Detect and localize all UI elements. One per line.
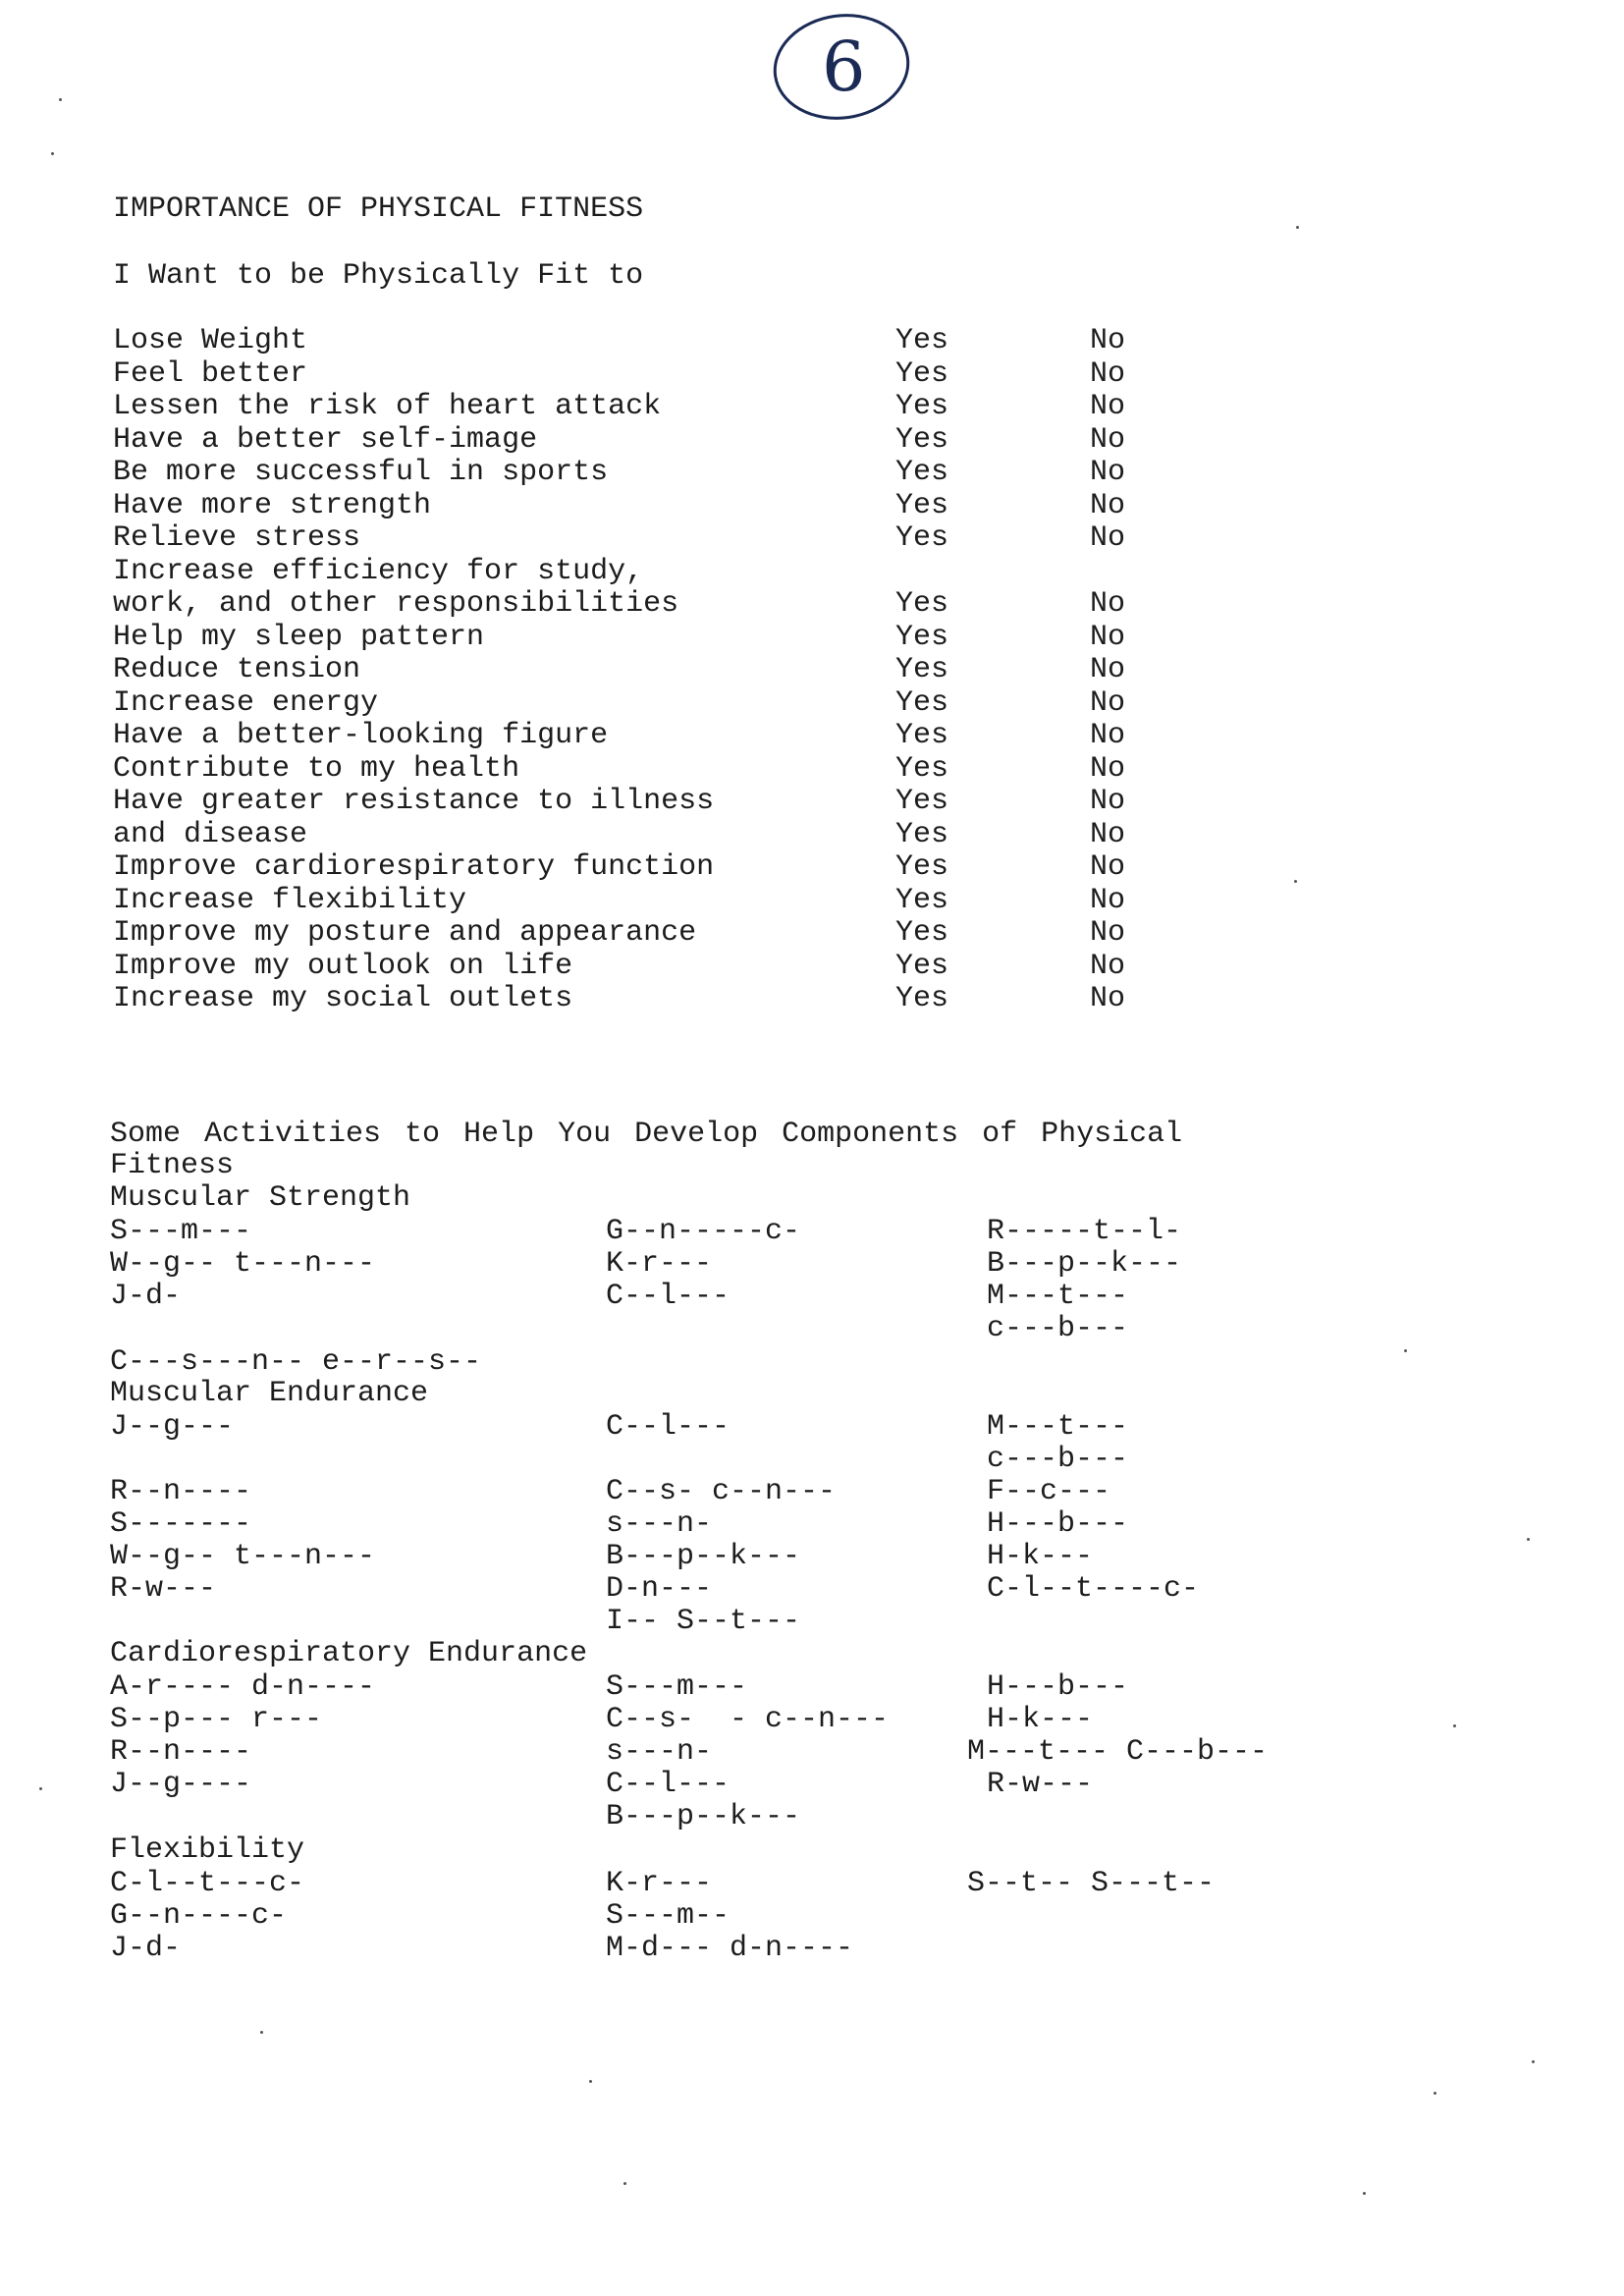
reason-text: Improve my posture and appearance	[113, 916, 697, 950]
yes-option: Yes	[895, 982, 949, 1015]
section-title-flexibility: Flexibility	[110, 1833, 305, 1867]
yes-option: Yes	[895, 489, 949, 522]
activities-heading: Some Activities to Help You Develop Components of Physical	[110, 1118, 1183, 1151]
yes-option: Yes	[895, 357, 949, 391]
yes-option: Yes	[895, 587, 949, 621]
section-title-cardio: Cardiorespiratory Endurance	[110, 1637, 588, 1670]
activity-item: R--n----	[110, 1735, 252, 1769]
no-option: No	[1090, 521, 1126, 555]
reason-text: Have greater resistance to illness	[113, 785, 715, 818]
activity-item: J--g----	[110, 1768, 252, 1801]
activity-item: J-d-	[110, 1280, 182, 1313]
activity-item: M-d--- d-n----	[606, 1932, 854, 1965]
reason-text: Relieve stress	[113, 521, 361, 555]
activity-item: M---t---	[987, 1280, 1129, 1313]
activity-item: W--g-- t---n---	[110, 1247, 376, 1281]
no-option: No	[1090, 950, 1126, 983]
page-number-text: 6	[822, 27, 866, 107]
activity-item: D-n---	[606, 1572, 713, 1606]
no-option: No	[1090, 719, 1126, 752]
scan-speck	[1527, 1538, 1530, 1541]
scan-speck	[1404, 1349, 1407, 1352]
activity-item: H-k---	[987, 1703, 1094, 1736]
no-option: No	[1090, 324, 1126, 357]
no-option: No	[1090, 686, 1126, 720]
reason-text: Increase flexibility	[113, 884, 467, 917]
activity-item: M---t--- C---b---	[967, 1735, 1269, 1769]
reason-text: Have more strength	[113, 489, 432, 522]
yes-option: Yes	[895, 686, 949, 720]
yes-option: Yes	[895, 621, 949, 654]
scan-speck	[39, 1787, 42, 1790]
yes-option: Yes	[895, 785, 949, 818]
activity-item: F--c---	[987, 1475, 1111, 1508]
no-option: No	[1090, 982, 1126, 1015]
scan-speck	[623, 2182, 626, 2185]
activity-item: S---m--	[606, 1899, 731, 1933]
activity-item: G--n-----c-	[606, 1215, 801, 1248]
no-option: No	[1090, 587, 1126, 621]
activity-item: B---p--k---	[987, 1247, 1182, 1281]
activity-item: s---n-	[606, 1735, 713, 1769]
scan-speck	[59, 98, 62, 101]
activity-item: C-l--t---c-	[110, 1867, 305, 1900]
scan-speck	[1363, 2192, 1366, 2195]
reason-text: Have a better self-image	[113, 423, 538, 457]
scan-speck	[260, 2031, 263, 2034]
yes-option: Yes	[895, 653, 949, 686]
yes-option: Yes	[895, 324, 949, 357]
intro-line: I Want to be Physically Fit to	[113, 259, 644, 293]
no-option: No	[1090, 850, 1126, 884]
no-option: No	[1090, 884, 1126, 917]
activity-item: R--n----	[110, 1475, 252, 1508]
no-option: No	[1090, 621, 1126, 654]
activity-item: R-----t--l-	[987, 1215, 1182, 1248]
reason-text: Be more successful in sports	[113, 456, 609, 489]
reason-text: Reduce tension	[113, 653, 361, 686]
reason-text: Lose Weight	[113, 324, 308, 357]
no-option: No	[1090, 456, 1126, 489]
no-option: No	[1090, 785, 1126, 818]
reason-text: Increase efficiency for study,	[113, 555, 644, 588]
yes-option: Yes	[895, 752, 949, 786]
activities-heading-cont: Fitness	[110, 1149, 235, 1182]
reason-text: Increase energy	[113, 686, 379, 720]
scan-speck	[1294, 880, 1297, 883]
activity-item: K-r---	[606, 1247, 713, 1281]
no-option: No	[1090, 390, 1126, 423]
reason-text: and disease	[113, 818, 308, 851]
no-option: No	[1090, 653, 1126, 686]
scan-speck	[1434, 2092, 1436, 2095]
activity-item: S---m---	[606, 1670, 748, 1704]
yes-option: Yes	[895, 850, 949, 884]
activity-item: B---p--k---	[606, 1540, 801, 1573]
no-option: No	[1090, 357, 1126, 391]
scan-speck	[1532, 2060, 1535, 2063]
section-title-strength: Muscular Strength	[110, 1181, 411, 1215]
activity-item: S--t-- S---t--	[967, 1867, 1216, 1900]
reason-text: Improve my outlook on life	[113, 950, 573, 983]
yes-option: Yes	[895, 719, 949, 752]
page-title: IMPORTANCE OF PHYSICAL FITNESS	[113, 192, 644, 226]
no-option: No	[1090, 752, 1126, 786]
activity-item: C---s---n-- e--r--s--	[110, 1345, 482, 1379]
activity-item: R-w---	[110, 1572, 217, 1606]
reason-text: Have a better-looking figure	[113, 719, 609, 752]
activity-item: J-d-	[110, 1932, 182, 1965]
page-number	[771, 10, 918, 123]
activity-item: K-r---	[606, 1867, 713, 1900]
activity-item: C--l---	[606, 1768, 731, 1801]
no-option: No	[1090, 916, 1126, 950]
activity-item: C--l---	[606, 1280, 731, 1313]
reason-text: Increase my social outlets	[113, 982, 573, 1015]
activity-item: S--p--- r---	[110, 1703, 323, 1736]
reason-text: work, and other responsibilities	[113, 587, 679, 621]
yes-option: Yes	[895, 390, 949, 423]
yes-option: Yes	[895, 456, 949, 489]
yes-option: Yes	[895, 423, 949, 457]
activity-item: C--s- c--n---	[606, 1475, 837, 1508]
activity-item: s---n-	[606, 1507, 713, 1541]
yes-option: Yes	[895, 884, 949, 917]
reason-text: Contribute to my health	[113, 752, 520, 786]
reason-text: Help my sleep pattern	[113, 621, 485, 654]
yes-option: Yes	[895, 521, 949, 555]
activity-item: B---p--k---	[606, 1800, 801, 1833]
scan-speck	[589, 2080, 592, 2083]
circle-mark-icon	[771, 10, 918, 123]
no-option: No	[1090, 818, 1126, 851]
activity-item: H---b---	[987, 1670, 1129, 1704]
yes-option: Yes	[895, 818, 949, 851]
no-option: No	[1090, 423, 1126, 457]
activity-item: c---b---	[987, 1312, 1129, 1345]
activity-item: C-l--t----c-	[987, 1572, 1200, 1606]
scan-speck	[51, 152, 54, 155]
activity-item: H---b---	[987, 1507, 1129, 1541]
activity-item: R-w---	[987, 1768, 1094, 1801]
scan-speck	[1296, 226, 1299, 229]
activity-item: A-r---- d-n----	[110, 1670, 376, 1704]
scan-speck	[1453, 1724, 1456, 1727]
yes-option: Yes	[895, 916, 949, 950]
activity-item: H-k---	[987, 1540, 1094, 1573]
yes-option: Yes	[895, 950, 949, 983]
activity-item: I-- S--t---	[606, 1605, 801, 1638]
reason-text: Feel better	[113, 357, 308, 391]
activity-item: S-------	[110, 1507, 252, 1541]
no-option: No	[1090, 489, 1126, 522]
activity-item: S---m---	[110, 1215, 252, 1248]
reason-text: Lessen the risk of heart attack	[113, 390, 662, 423]
activity-item: C--l---	[606, 1410, 731, 1444]
activity-item: G--n----c-	[110, 1899, 288, 1933]
activity-item: J--g---	[110, 1410, 235, 1444]
activity-item: M---t---	[987, 1410, 1129, 1444]
activity-item: C--s- - c--n---	[606, 1703, 890, 1736]
activity-item: W--g-- t---n---	[110, 1540, 376, 1573]
activity-item: c---b---	[987, 1443, 1129, 1476]
section-title-endurance: Muscular Endurance	[110, 1377, 429, 1410]
reason-text: Improve cardiorespiratory function	[113, 850, 715, 884]
